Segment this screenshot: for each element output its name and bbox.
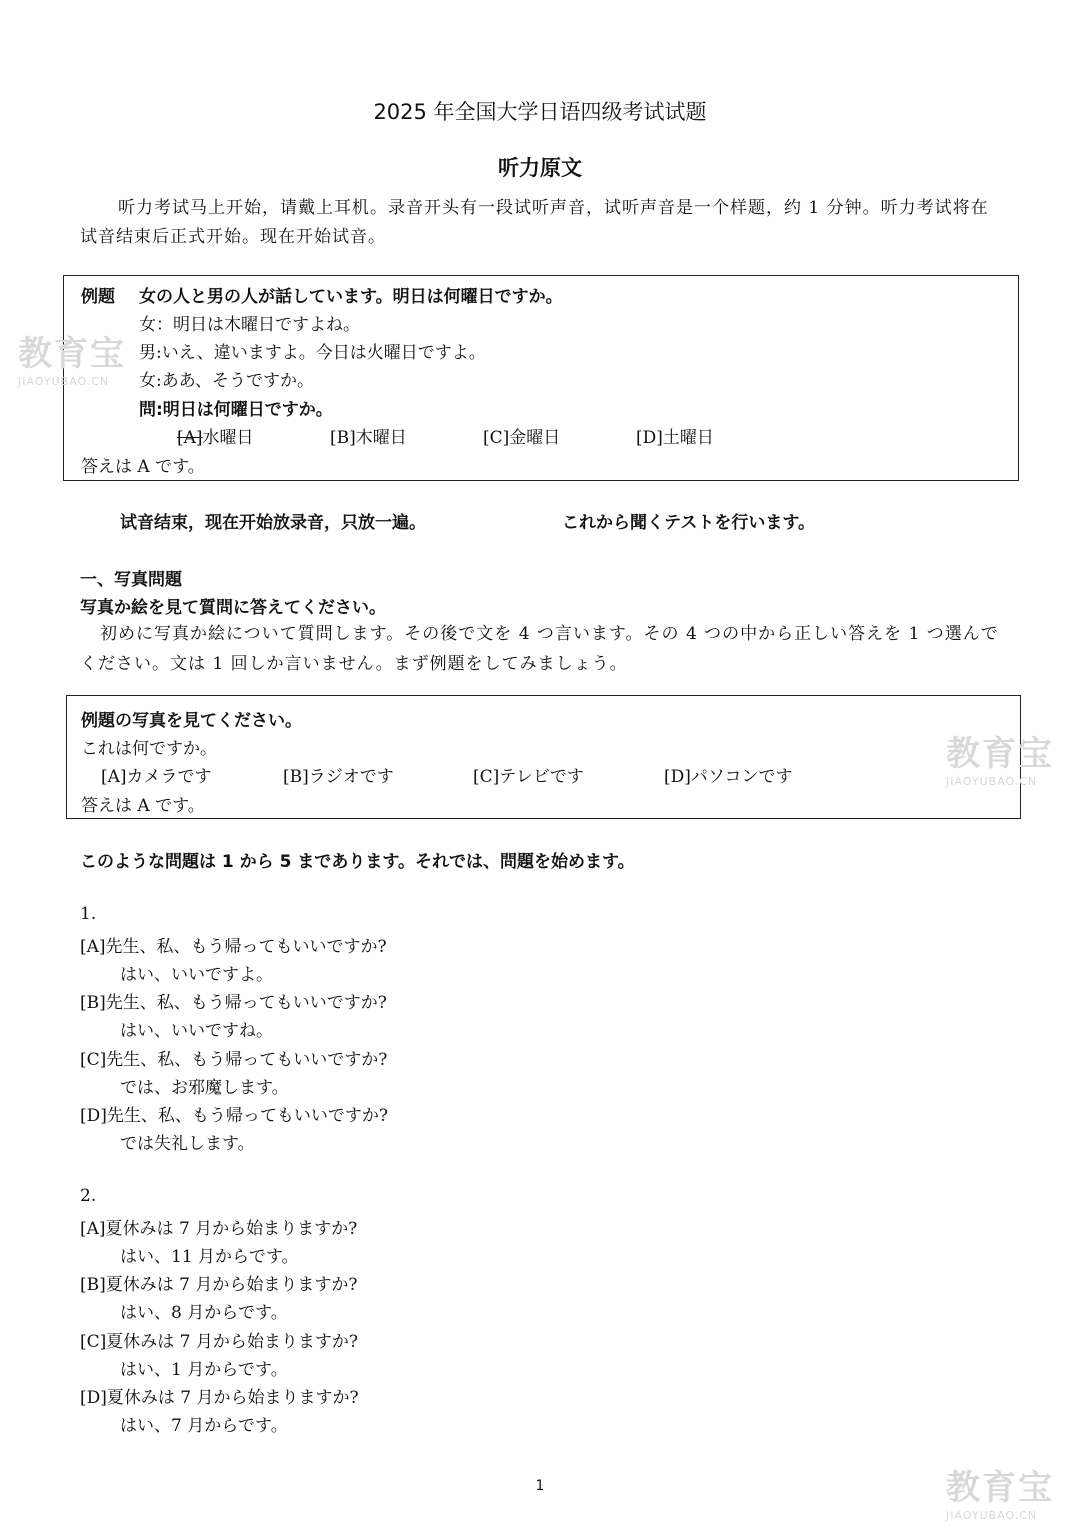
- question-number: 2.: [80, 1186, 97, 1206]
- watermark-url: JIAOYUBAO.CN: [18, 375, 110, 388]
- option-d: [D]土曜日: [636, 428, 714, 448]
- section-instruction: 写真か絵を見て質問に答えてください。: [80, 598, 386, 618]
- option-a: [177, 423, 254, 448]
- dialogue-line: 男:いえ、違いますよ。今日は火曜日ですよ。: [139, 343, 486, 363]
- document-subtitle: 听力原文: [498, 156, 582, 180]
- example2-option-c: [C]テレビです: [473, 767, 584, 787]
- option-c: [C]金曜日: [483, 428, 561, 448]
- example-ask: 問:明日は何曜日ですか。: [139, 400, 333, 420]
- example2-option-a: [A]カメラです: [101, 767, 212, 787]
- example2-option-d: [D]パソコンです: [664, 767, 793, 787]
- question-line: [B]先生、私、もう帰ってもいいですか?: [80, 993, 387, 1013]
- question-line: [B]夏休みは 7 月から始まりますか?: [80, 1275, 358, 1295]
- question-line: [C]先生、私、もう帰ってもいいですか?: [80, 1050, 388, 1070]
- trial-end-text: 试音结束，现在开始放录音，只放一遍。: [120, 513, 426, 533]
- watermark-brand: 教育宝: [18, 334, 126, 374]
- answer-line: はい、いいですよ。: [120, 965, 273, 985]
- answer-line: はい、いいですね。: [120, 1021, 273, 1041]
- answer-line: はい、7 月からです。: [120, 1416, 288, 1436]
- answer-line: では失礼します。: [120, 1134, 255, 1154]
- watermark-logo: [18, 326, 126, 388]
- question-line: [D]夏休みは 7 月から始まりますか?: [80, 1388, 359, 1408]
- question-line: [A]夏休みは 7 月から始まりますか?: [80, 1219, 358, 1239]
- document-title: 2025 年全国大学日语四级考试试题: [373, 100, 707, 124]
- question-line: [A]先生、私、もう帰ってもいいですか?: [80, 937, 387, 957]
- example2-heading: 例題の写真を見てください。: [81, 711, 302, 731]
- question-line: [C]夏休みは 7 月から始まりますか?: [80, 1332, 359, 1352]
- dialogue-line: 女:ああ、そうですか。: [139, 371, 315, 391]
- example2-answer: 答えは A です。: [81, 796, 205, 816]
- transition-text: このような問題は 1 から 5 まであります。それでは、問題を始めます。: [80, 852, 635, 872]
- example2-option-b: [B]ラジオです: [283, 767, 394, 787]
- watermark-brand: 教育宝: [946, 1468, 1054, 1508]
- example2-question: これは何ですか。: [81, 739, 217, 759]
- section-heading: 一、写真問題: [80, 570, 182, 590]
- intro-paragraph: 听力考试马上开始，请戴上耳机。录音开头有一段试听声音，试听声音是一个样题，约 1 分钟。听力考试将在试音结束后正式开始。现在开始试音。: [80, 198, 989, 247]
- watermark-url: JIAOYUBAO.CN: [946, 775, 1038, 788]
- watermark-url: JIAOYUBAO.CN: [946, 1509, 1038, 1522]
- test-start-text: これから聞くテストを行います。: [562, 513, 815, 533]
- answer-line: はい、1 月からです。: [120, 1360, 288, 1380]
- question-number: 1.: [80, 904, 97, 924]
- option-a-marker: [A]: [177, 428, 203, 448]
- option-a-text: 水曜日: [202, 428, 254, 448]
- question-line: [D]先生、私、もう帰ってもいいですか?: [80, 1106, 389, 1126]
- example-question: 女の人と男の人が話しています。明日は何曜日ですか。: [139, 287, 563, 307]
- watermark-brand: 教育宝: [946, 734, 1054, 774]
- answer-line: はい、11 月からです。: [120, 1247, 299, 1267]
- watermark-logo: [946, 1460, 1054, 1522]
- answer-line: では、お邪魔します。: [120, 1078, 289, 1098]
- section-description: 初めに写真か絵について質問します。その後で文を 4 つ言います。その 4 つの中から正しい答えを 1 つ選んでください。文は 1 回しか言いません。まず例題をしてみましょう。: [80, 624, 999, 674]
- answer-line: はい、8 月からです。: [120, 1303, 288, 1323]
- example-label: 例题: [81, 287, 115, 307]
- example-answer: 答えは A です。: [81, 457, 205, 477]
- dialogue-line: 女：明日は木曜日ですよね。: [139, 315, 360, 335]
- watermark-logo: [946, 726, 1054, 788]
- page-number: 1: [535, 1478, 545, 1494]
- option-b: [B]木曜日: [330, 428, 407, 448]
